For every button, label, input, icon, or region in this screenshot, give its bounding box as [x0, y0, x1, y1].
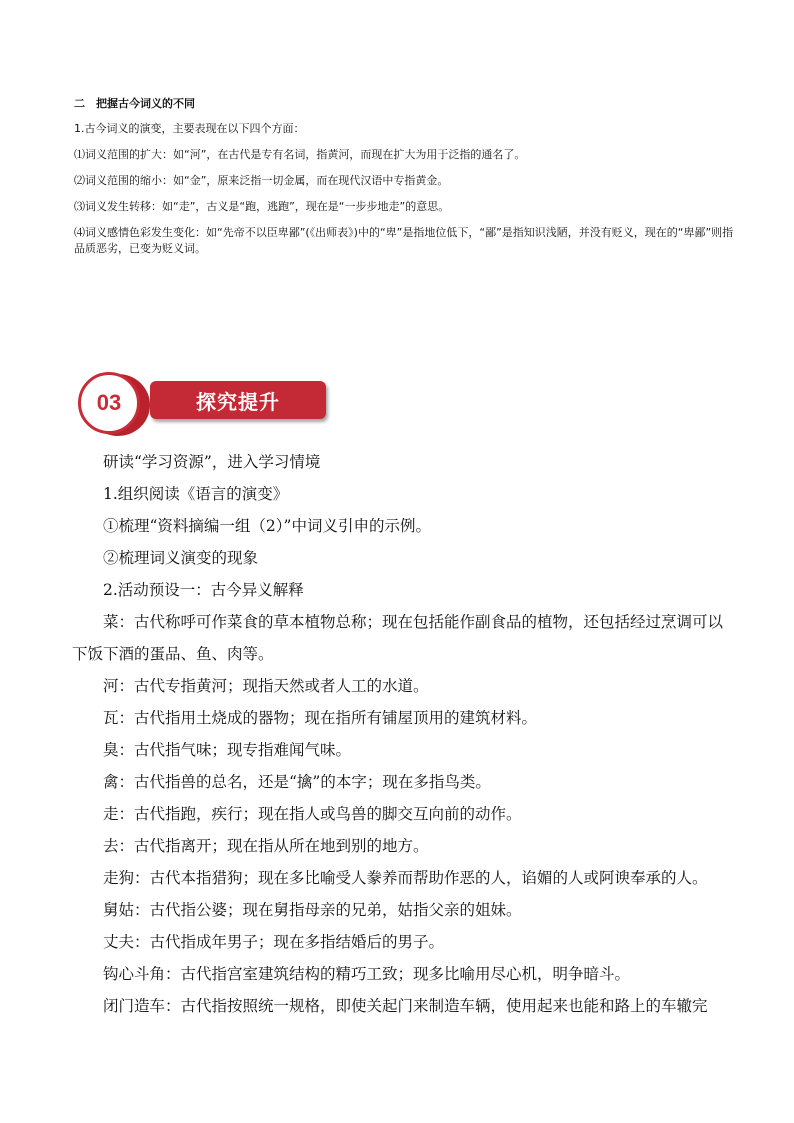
paragraph: 走狗：古代本指猎狗；现在多比喻受人豢养而帮助作恶的人，谄媚的人或阿谀奉承的人。 [103, 869, 708, 887]
paragraph: 1.组织阅读《语言的演变》 [103, 485, 289, 503]
section-banner [78, 372, 338, 436]
paragraph: 河：古代专指黄河；现指天然或者人工的水道。 [103, 677, 429, 695]
banner-title-bar [150, 381, 326, 419]
paragraph: 走：古代指跑，疾行；现在指人或鸟兽的脚交互向前的动作。 [103, 805, 522, 823]
paragraph: 2.活动预设一：古今异义解释 [103, 581, 304, 599]
paragraph: 闭门造车：古代指按照统一规格，即使关起门来制造车辆，使用起来也能和路上的车辙完 [103, 997, 708, 1015]
list-item: ⑴词义范围的扩大：如“河”，在古代是专有名词，指黄河，而现在扩大为用于泛指的通名了。 [74, 148, 526, 161]
banner-title: 探究提升 [196, 389, 280, 414]
paragraph: 研读“学习资源”，进入学习情境 [103, 453, 321, 471]
section-heading: 二 把握古今词义的不同 [74, 97, 195, 110]
section-two [74, 96, 734, 263]
list-item: ⑷词义感情色彩发生变化：如“先帝不以臣卑鄙”(《出师表》)中的“卑”是指地位低下，“鄙”是指知识浅陋，并没有贬义，现在的“卑鄙”则指品质恶劣，已变为贬义词。 [74, 226, 734, 255]
paragraph: 菜：古代称呼可作菜食的草本植物总称；现在包括能作副食品的植物，还包括经过烹调可以下饭下酒的蛋品、鱼、肉等。 [72, 613, 724, 663]
paragraph: 瓦：古代指用土烧成的器物；现在指所有铺屋顶用的建筑材料。 [103, 709, 538, 727]
paragraph: 禽：古代指兽的总名，还是“擒”的本字；现在多指鸟类。 [103, 773, 491, 791]
main-content [72, 446, 732, 1022]
paragraph: ①梳理“资料摘编一组（2）”中词义引申的示例。 [103, 517, 431, 535]
paragraph: 钩心斗角：古代指宫室建筑结构的精巧工致；现多比喻用尽心机，明争暗斗。 [103, 965, 631, 983]
paragraph: 臭：古代指气味；现专指难闻气味。 [103, 741, 352, 759]
paragraph: 去：古代指离开；现在指从所在地到别的地方。 [103, 837, 429, 855]
paragraph: 丈夫：古代指成年男子；现在多指结婚后的男子。 [103, 933, 445, 951]
section-number-badge: 03 [78, 372, 140, 434]
list-item: ⑵词义范围的缩小：如“金”，原来泛指一切金属，而在现代汉语中专指黄金。 [74, 174, 449, 187]
paragraph: ②梳理词义演变的现象 [103, 549, 259, 567]
list-item: ⑶词义发生转移：如“走”，古义是“跑，逃跑”，现在是“一步步地走”的意思。 [74, 200, 450, 213]
paragraph: 舅姑：古代指公婆；现在舅指母亲的兄弟，姑指父亲的姐妹。 [103, 901, 522, 919]
section-intro: 1.古今词义的演变，主要表现在以下四个方面： [74, 122, 305, 135]
